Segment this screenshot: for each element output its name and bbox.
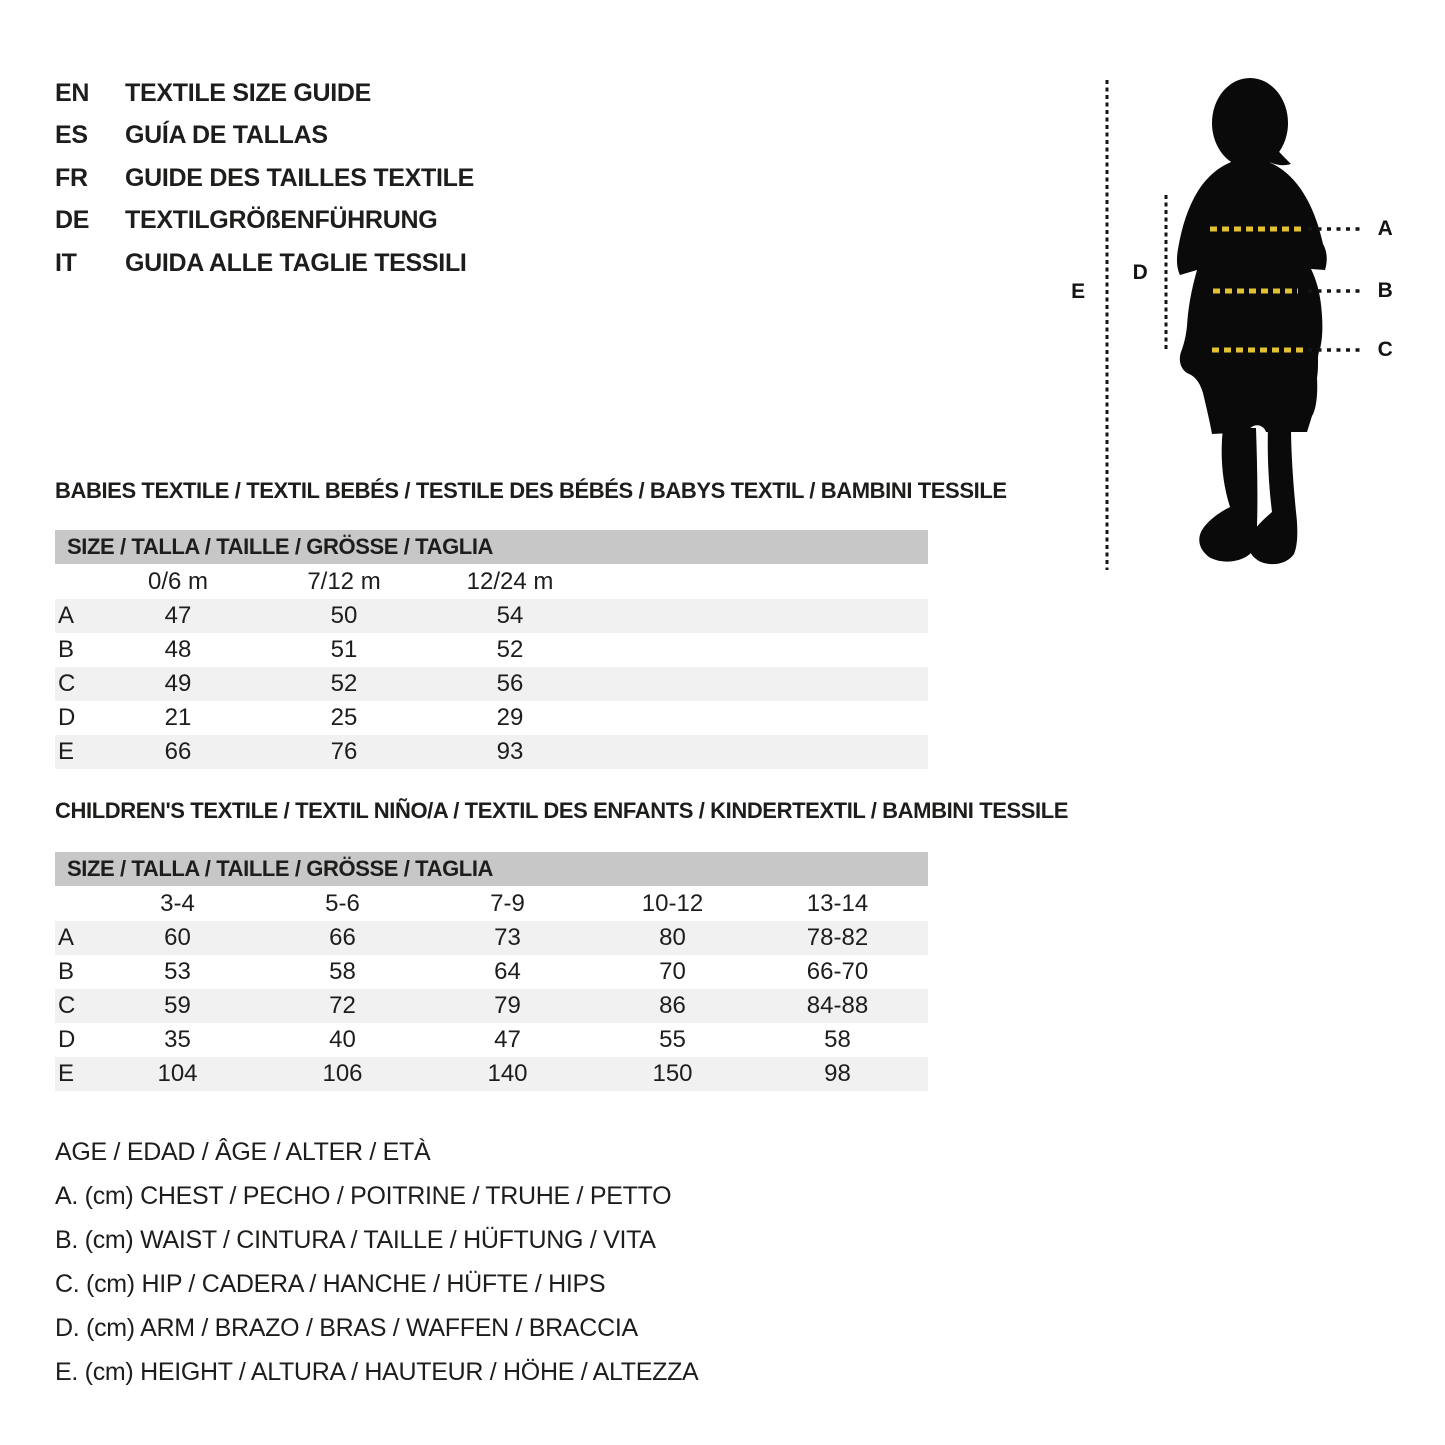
legend-age: AGE / EDAD / ÂGE / ALTER / ETÀ [55, 1137, 431, 1166]
babies-size-table [55, 530, 928, 769]
title-fr: GUIDE DES TAILLES TEXTILE [125, 163, 475, 192]
row-label: E [58, 738, 75, 765]
table-row-c [55, 667, 928, 701]
figure-label-b: B [1377, 279, 1393, 302]
lang-code-en: EN [55, 78, 90, 107]
title-row-it [55, 242, 474, 285]
figure-label-e: E [1071, 280, 1085, 303]
row-label: C [58, 992, 76, 1019]
cell-value: 52 [496, 636, 524, 663]
legend-arm: D. (cm) ARM / BRAZO / BRAS / WAFFEN / BRACCIA [55, 1313, 638, 1342]
table-row-e [55, 735, 928, 769]
cell-value: 64 [494, 958, 521, 985]
babies-column-header: 0/6 m [147, 567, 209, 595]
children-column-header: 10-12 [641, 889, 704, 917]
table-row-e [55, 1057, 928, 1091]
lang-code-de: DE [55, 206, 90, 235]
table-row-a [55, 599, 928, 633]
row-label: D [58, 1026, 76, 1053]
cell-value: 106 [322, 1060, 363, 1087]
babies-size-bar: SIZE / TALLA / TAILLE / GRÖSSE / TAGLIA [55, 530, 928, 564]
cell-value: 59 [164, 992, 191, 1019]
babies-section-title: BABIES TEXTILE / TEXTIL BEBÉS / TESTILE DES BÉBÉS / BABYS TEXTIL / BAMBINI TESSILE [55, 478, 1007, 503]
language-title-block [55, 72, 474, 285]
title-it: GUIDA ALLE TAGLIE TESSILI [125, 248, 467, 277]
children-column-headers [55, 886, 928, 921]
cell-value: 79 [494, 992, 521, 1019]
cell-value: 150 [652, 1060, 693, 1087]
lang-code-fr: FR [55, 163, 88, 192]
cell-value: 48 [164, 636, 192, 663]
measurement-figure [1060, 60, 1445, 600]
legend-chest: A. (cm) CHEST / PECHO / POITRINE / TRUHE / PETTO [55, 1181, 672, 1210]
children-column-header: 3-4 [160, 889, 195, 917]
children-size-bar: SIZE / TALLA / TAILLE / GRÖSSE / TAGLIA [55, 852, 928, 886]
cell-value: 60 [164, 924, 191, 951]
cell-value: 84-88 [806, 992, 869, 1019]
cell-value: 29 [496, 704, 524, 731]
cell-value: 40 [329, 1026, 356, 1053]
cell-value: 73 [494, 924, 521, 951]
babies-column-header: 12/24 m [466, 567, 554, 595]
child-silhouette-illustration [1060, 60, 1445, 600]
cell-value: 25 [330, 704, 358, 731]
cell-value: 53 [164, 958, 191, 985]
figure-label-c: C [1377, 338, 1393, 361]
cell-value: 47 [494, 1026, 521, 1053]
legend-waist: B. (cm) WAIST / CINTURA / TAILLE / HÜFTUNG / VITA [55, 1225, 656, 1254]
cell-value: 55 [659, 1026, 686, 1053]
legend-hip: C. (cm) HIP / CADERA / HANCHE / HÜFTE / HIPS [55, 1269, 606, 1298]
cell-value: 52 [330, 670, 358, 697]
cell-value: 93 [496, 738, 524, 765]
cell-value: 98 [824, 1060, 851, 1087]
cell-value: 58 [329, 958, 356, 985]
table-row-d [55, 1023, 928, 1057]
cell-value: 66 [164, 738, 192, 765]
row-label: C [58, 670, 76, 697]
cell-value: 58 [824, 1026, 851, 1053]
children-section-title: CHILDREN'S TEXTILE / TEXTIL NIÑO/A / TEXTIL DES ENFANTS / KINDERTEXTIL / BAMBINI TESSILE [55, 798, 1069, 823]
row-label: D [58, 704, 76, 731]
table-row-b [55, 633, 928, 667]
figure-label-d: D [1132, 261, 1148, 284]
title-de: TEXTILGRÖßENFÜHRUNG [125, 206, 438, 235]
babies-column-headers [55, 564, 928, 599]
child-silhouette [1177, 78, 1327, 564]
cell-value: 104 [157, 1060, 198, 1087]
cell-value: 78-82 [806, 924, 869, 951]
cell-value: 49 [164, 670, 192, 697]
table-row-a [55, 921, 928, 955]
cell-value: 86 [659, 992, 686, 1019]
title-en: TEXTILE SIZE GUIDE [125, 78, 372, 107]
cell-value: 35 [164, 1026, 191, 1053]
children-column-header: 13-14 [806, 889, 869, 917]
children-column-header: 7-9 [490, 889, 525, 917]
children-size-table [55, 852, 928, 1091]
lang-code-it: IT [55, 248, 77, 277]
cell-value: 66-70 [806, 958, 869, 985]
row-label: E [58, 1060, 75, 1087]
title-row-de [55, 200, 474, 243]
cell-value: 47 [164, 602, 192, 629]
row-label: A [58, 924, 75, 951]
cell-value: 76 [330, 738, 358, 765]
cell-value: 51 [330, 636, 358, 663]
cell-value: 66 [329, 924, 356, 951]
cell-value: 140 [487, 1060, 528, 1087]
figure-label-a: A [1377, 217, 1393, 240]
table-row-d [55, 701, 928, 735]
row-label: B [58, 958, 75, 985]
row-label: A [58, 602, 75, 629]
table-row-c [55, 989, 928, 1023]
title-row-en [55, 72, 474, 115]
cell-value: 72 [329, 992, 356, 1019]
measurement-legend [55, 1130, 698, 1394]
cell-value: 50 [330, 602, 358, 629]
cell-value: 21 [164, 704, 192, 731]
title-es: GUÍA DE TALLAS [125, 121, 328, 150]
cell-value: 56 [496, 670, 524, 697]
title-row-fr [55, 157, 474, 200]
babies-column-header: 7/12 m [307, 567, 381, 595]
children-column-header: 5-6 [325, 889, 360, 917]
row-label: B [58, 636, 75, 663]
cell-value: 54 [496, 602, 524, 629]
table-row-b [55, 955, 928, 989]
cell-value: 80 [659, 924, 686, 951]
title-row-es [55, 115, 474, 158]
cell-value: 70 [659, 958, 686, 985]
lang-code-es: ES [55, 121, 88, 150]
legend-height: E. (cm) HEIGHT / ALTURA / HAUTEUR / HÖHE / ALTEZZA [55, 1357, 699, 1386]
